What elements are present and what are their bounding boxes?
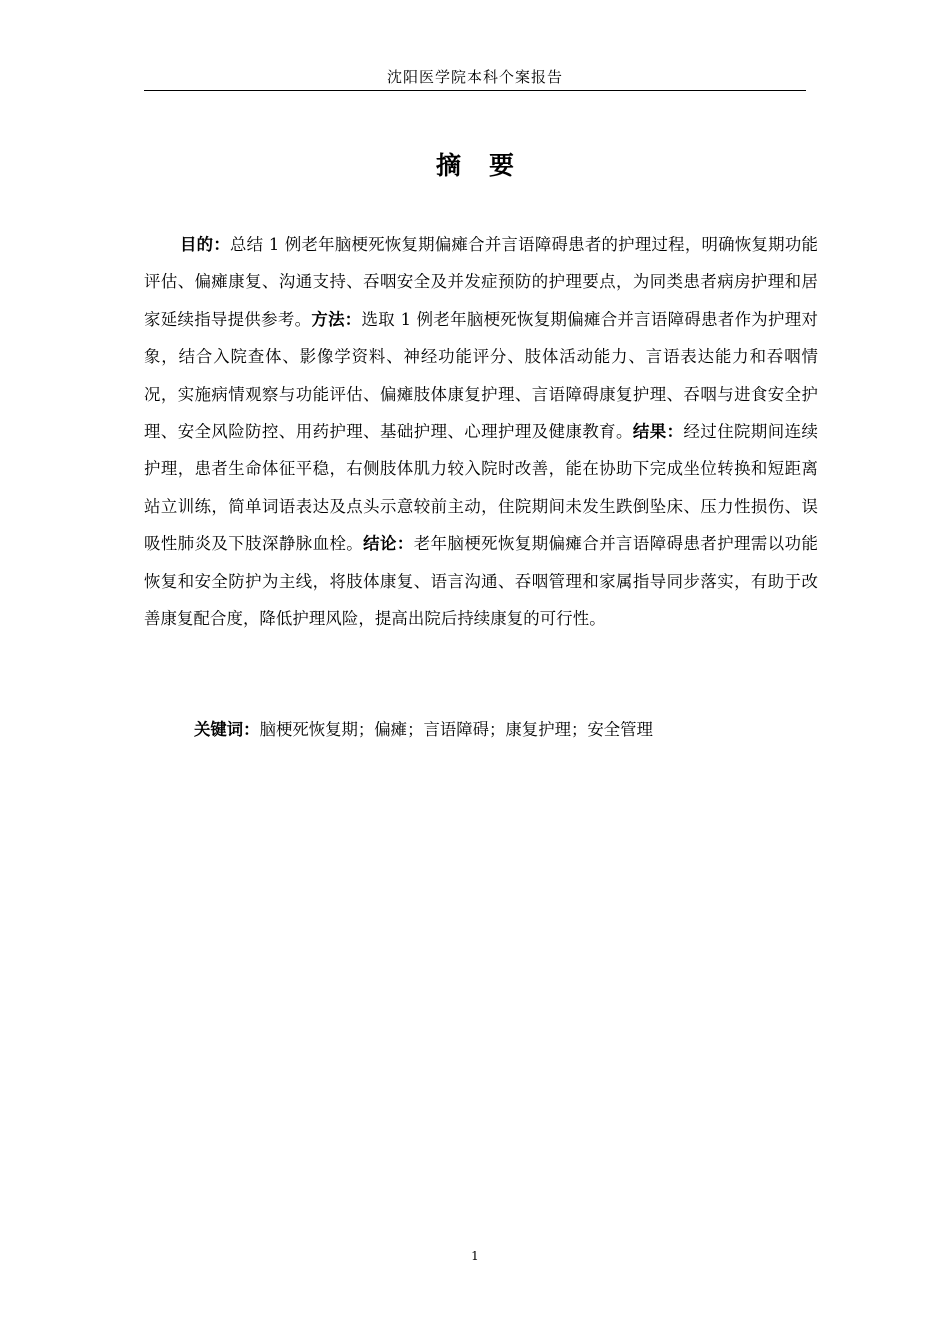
page-number: 1 <box>471 1249 479 1263</box>
keywords-text: 脑梗死恢复期；偏瘫；言语障碍；康复护理；安全管理 <box>259 720 653 739</box>
header-divider <box>144 90 806 91</box>
conclusion-text: 老年脑梗死恢复期偏瘫合并言语障碍患者护理需以功能恢复和安全防护为主线，将肢体康复、语言沟通、吞咽管理和家属指导同步落实，有助于改善康复配合度，降低护理风险，提高出院后持续康复的可行性。 <box>144 534 818 629</box>
result-text: 经过住院期间连续护理，患者生命体征平稳，右侧肢体肌力较入院时改善，能在协助下完成坐位转换和短距离站立训练，简单词语表达及点头示意较前主动，住院期间未发生跌倒坠床、压力性损伤、误吸性肺炎及下肢深静脉血栓。 <box>144 422 818 554</box>
method-text: 选取 1 例老年脑梗死恢复期偏瘫合并言语障碍患者作为护理对象，结合入院查体、影像学资料、神经功能评分、肢体活动能力、言语表达能力和吞咽情况，实施病情观察与功能评估、偏瘫肢体康复护理、言语障碍康复护理、吞咽与进食安全护理、安全风险防控、用药护理、基础护理、心理护理及健康教育。 <box>144 309 818 442</box>
purpose-label: 目的： <box>180 235 230 254</box>
conclusion-label: 结论： <box>363 534 414 554</box>
result-label: 结果： <box>632 422 684 442</box>
purpose-text: 总结 1 例老年脑梗死恢复期偏瘫合并言语障碍患者的护理过程，明确恢复期功能评估、偏瘫康复、沟通支持、吞咽安全及并发症预防的护理要点，为同类患者病房护理和居家延续指导提供参考。 <box>144 235 818 329</box>
keywords-label: 关键词： <box>194 720 260 739</box>
page-title <box>144 146 806 186</box>
keywords-line <box>144 711 818 748</box>
abstract-body <box>144 226 818 637</box>
title-char-1: 摘 <box>435 151 461 180</box>
running-header: 沈阳医学院本科个案报告 <box>386 68 563 86</box>
title-char-2: 要 <box>489 151 515 180</box>
method-label: 方法： <box>311 309 362 329</box>
